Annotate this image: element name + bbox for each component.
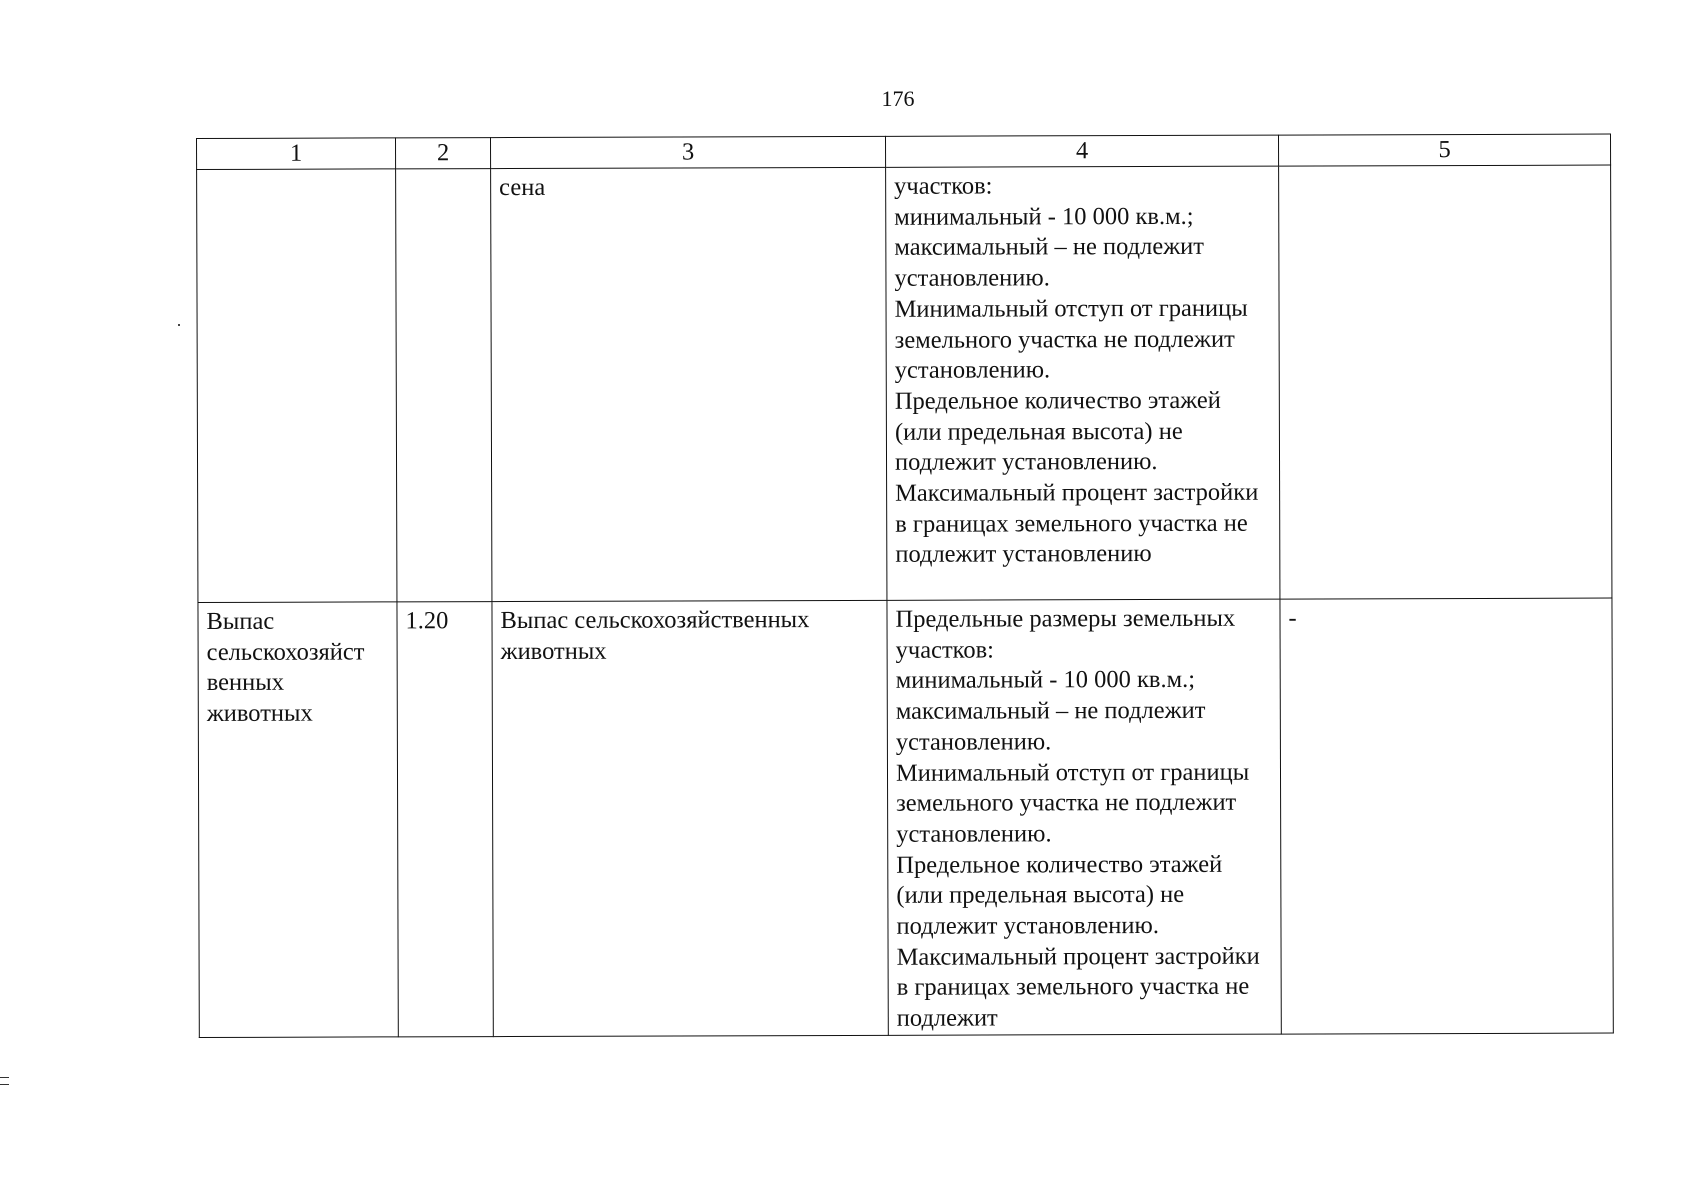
cell-text: 1.20 xyxy=(405,607,449,635)
cell-text: - xyxy=(1288,604,1297,632)
page-number: 176 xyxy=(881,86,915,111)
cell-text xyxy=(1287,170,1602,171)
header-cell-5: 5 xyxy=(1278,134,1610,166)
cell-parameters xyxy=(887,599,1281,1035)
margin-mark xyxy=(0,1077,9,1085)
cell-code xyxy=(397,602,493,1037)
cell-notes xyxy=(1279,165,1612,599)
cell-use-type xyxy=(197,169,397,603)
table-header-row xyxy=(197,134,1611,169)
cell-text: Выпас сельскохозяйст венных животных xyxy=(206,607,365,728)
cell-text: участков: минимальный - 10 000 кв.м.; максимальный – не подлежит установлению. Минимальный отступ от границы земельного участка не подлежит установлению. Предельное количество этажей (или предельная высота) не подлежит установлению. Максимальный процент застройки в границах земельного участка не подлежит установлению xyxy=(894,172,1259,569)
cell-notes xyxy=(1280,598,1613,1034)
cell-text xyxy=(205,173,387,174)
scan-speck xyxy=(178,324,180,326)
header-cell-3: 3 xyxy=(491,136,886,168)
cell-description xyxy=(492,600,888,1036)
cell-use-type xyxy=(198,602,398,1037)
header-cell-1: 1 xyxy=(197,138,396,170)
cell-text: сена xyxy=(499,173,546,202)
header-cell-2: 2 xyxy=(396,138,491,169)
header-cell-4: 4 xyxy=(885,135,1278,167)
cell-code xyxy=(396,169,492,602)
table-row xyxy=(198,598,1613,1037)
table-row xyxy=(197,165,1612,602)
cell-text: Предельные размеры земельных участков: минимальный - 10 000 кв.м.; максимальный – не подлежит установлению. Минимальный отступ от границы земельного участка не подлежит установлению. Предельное количество этажей (или предельная высота) не подлежит установлению. Максимальный процент застройки в границах земельного участка не подлежит xyxy=(895,604,1260,1032)
cell-description xyxy=(491,167,887,601)
cell-parameters xyxy=(886,166,1280,600)
regulations-table xyxy=(196,134,1614,1038)
cell-text: Выпас сельскохозяйственных животных xyxy=(500,606,810,665)
